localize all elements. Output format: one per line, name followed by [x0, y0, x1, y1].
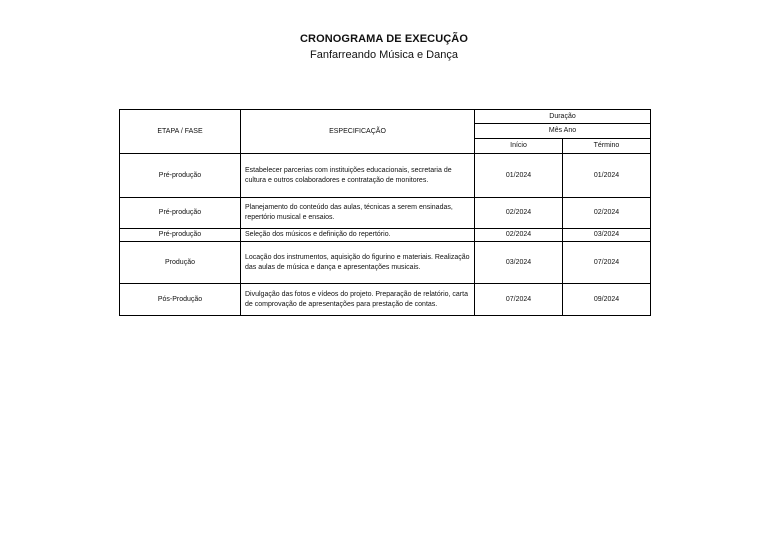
- table-row: [120, 229, 651, 242]
- header-start: Início: [475, 139, 563, 154]
- header-stage: ETAPA / FASE: [120, 110, 241, 154]
- specification-cell: Seleção dos músicos e definição do repertório.: [241, 229, 475, 242]
- end-cell: 03/2024: [563, 229, 651, 242]
- specification-cell: Estabelecer parcerias com instituições educacionais, secretaria de cultura e outros colaboradores e contratação de monitores.: [241, 154, 475, 198]
- stage-cell: Pré-produção: [120, 154, 241, 198]
- table-row: [120, 198, 651, 229]
- document-subtitle: Fanfarreando Música e Dança: [310, 49, 458, 61]
- header-month-year: Mês Ano: [475, 124, 651, 139]
- schedule-table: [119, 109, 651, 316]
- stage-cell: Pré-produção: [120, 229, 241, 242]
- start-cell: 02/2024: [475, 198, 563, 229]
- title-block: [0, 32, 768, 63]
- end-cell: 09/2024: [563, 284, 651, 316]
- header-specification: ESPECIFICAÇÃO: [241, 110, 475, 154]
- table-row: [120, 284, 651, 316]
- stage-cell: Pré-produção: [120, 198, 241, 229]
- document-title: CRONOGRAMA DE EXECUÇÃO: [299, 33, 469, 45]
- specification-cell: Locação dos instrumentos, aquisição do figurino e materiais. Realização das aulas de música e dança e apresentações musicais.: [241, 242, 475, 284]
- stage-cell: Produção: [120, 242, 241, 284]
- start-cell: 02/2024: [475, 229, 563, 242]
- stage-cell: Pós-Produção: [120, 284, 241, 316]
- header-duration: Duração: [475, 110, 651, 124]
- specification-cell: Planejamento do conteúdo das aulas, técnicas a serem ensinadas, repertório musical e ensaios.: [241, 198, 475, 229]
- header-end: Término: [563, 139, 651, 154]
- table-row: [120, 242, 651, 284]
- end-cell: 01/2024: [563, 154, 651, 198]
- start-cell: 03/2024: [475, 242, 563, 284]
- start-cell: 01/2024: [475, 154, 563, 198]
- end-cell: 02/2024: [563, 198, 651, 229]
- end-cell: 07/2024: [563, 242, 651, 284]
- start-cell: 07/2024: [475, 284, 563, 316]
- specification-cell: Divulgação das fotos e vídeos do projeto. Preparação de relatório, carta de comprovação de apresentações para prestação de contas.: [241, 284, 475, 316]
- table-row: [120, 154, 651, 198]
